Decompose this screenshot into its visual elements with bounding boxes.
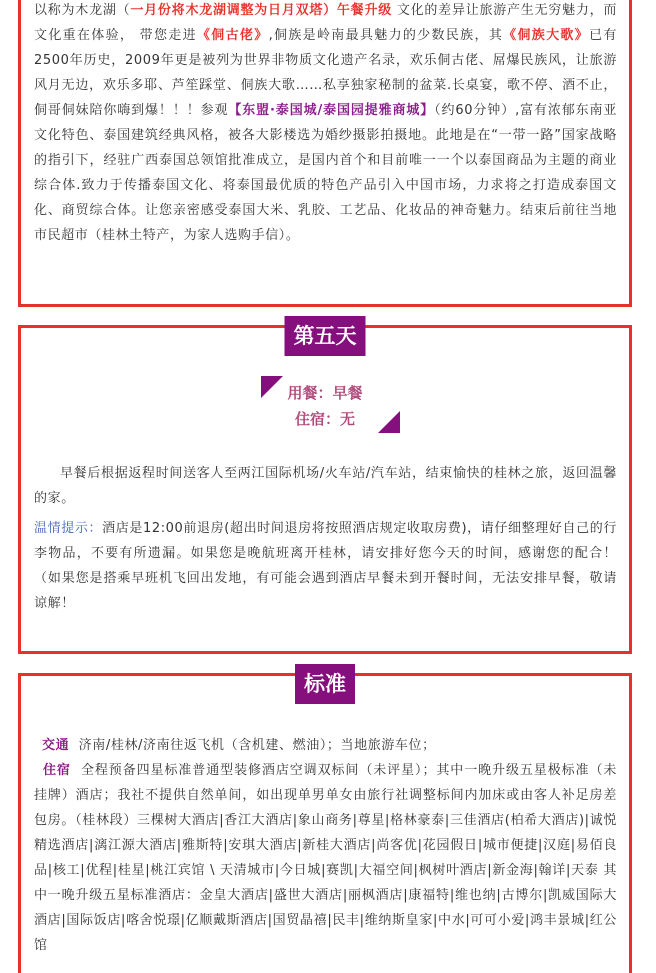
lodging-label: 住宿 bbox=[43, 763, 71, 778]
day5-tip bbox=[21, 516, 629, 616]
transport-row bbox=[21, 733, 448, 758]
text-segment: 以称为木龙湖（ bbox=[34, 3, 131, 18]
day5-body: 早餐后根据返程时间送客人至两江国际机场/火车站/汽车站，结束愉快的桂林之旅，返回温馨的家。 bbox=[34, 466, 617, 506]
highlight-text: 《侗族大歌》 bbox=[503, 28, 590, 43]
meals-text: 用餐：早餐 bbox=[287, 384, 363, 402]
highlight-text: 【东盟·泰国城/泰国园提雅商城】 bbox=[228, 103, 435, 118]
tip-text: 酒店是12:00前退房(超出时间退房将按照酒店规定收取房费)，请仔细整理好自己的行李物品，不要有所遗漏。如果您是晚航班离开桂林，请安排好您今天的时间，感谢您的配合！（如果您是搭乘早班机飞回出发地，有可能会遇到酒店早餐未到开餐时间，无法安排早餐，敬请谅解！ bbox=[34, 521, 617, 611]
standard-section bbox=[18, 673, 632, 973]
transport-label: 交通 bbox=[42, 738, 70, 753]
day4-section bbox=[18, 0, 632, 307]
day5-title: 第五天 bbox=[285, 316, 366, 356]
highlight-text: 一月份将木龙湖调整为日月双塔 bbox=[130, 3, 324, 18]
text-segment: 文化的差异让旅游产生无穷魅力，而文化重在体验， 带您走进 bbox=[34, 3, 617, 43]
text-segment: 已有2500年历史，2009年更是被列为世界非物质文化遗产名录，欢乐侗古佬、屌爆民族风，让旅游风月无边，欢乐多耶、芦笙踩堂、侗族大歌……私享独家秘制的盆菜.长桌宴，歌不停、酒不止，侗哥侗妹陪你嗨到爆！！！参观 bbox=[34, 28, 617, 118]
highlight-text: ） bbox=[323, 3, 337, 18]
lodging-text: 住宿：无 bbox=[294, 410, 355, 428]
lodging-row bbox=[21, 758, 629, 958]
tip-label: 温情提示： bbox=[34, 521, 103, 536]
day5-section bbox=[18, 325, 632, 654]
lodging-text: 全程预备四星标准普通型装修酒店空调双标间（未评星）；其中一晚升级五星极标准（未挂牌）酒店；我社不提供自然单间，如出现单男单女由旅行社调整标间内加床或由客人补足房差包房。（桂林段）三棵树大酒店|香江大酒店|象山商务|尊星|格林豪泰|三佳酒店(柏希大酒店)|诚悦精选酒店|漓江源大酒店|雅斯特|安琪大酒店|新桂大酒店|尚客优|花园假日|城市便捷|汉庭|易佰良品|核工|优程|桂星|桃江宾馆 \ 天清城市|今日城|赛凯|大福空间|枫树叶酒店|新金海|翰详|天泰 其中一晚升级五星标准酒店：金皇大酒店|盛世大酒店|丽枫酒店|康福特|维也纳|古博尔|凯威国际大酒店|国际饭店|喀舍悦璟|亿顺戴斯酒店|国贸晶禧|民丰|维纳斯皇家|中水|可可小爱|鸿丰景城|红公馆 bbox=[34, 763, 617, 953]
highlight-text: 《侗古佬》 bbox=[196, 28, 269, 43]
text-segment: （约60分钟）,富有浓郁东南亚文化特色、泰国建筑经典风格，被各大影楼选为婚纱摄影拍摄地。此地是在“一带一路”国家战略的指引下，经驻广西泰国总领馆批准成立，是国内首个和目前唯一一个以泰国商品为主题的商业综合体.致力于传播泰国文化、将泰国最优质的特色产品引入中国市场，力求将之打造成泰国文化、商贸综合体。让您亲密感受泰国大米、乳胶、工艺品、化妆品的神奇魅力。结束后前往当地市民超市（桂林土特产，为家人选购手信）。 bbox=[34, 103, 617, 243]
transport-text: 济南/桂林/济南往返飞机（含机建、燃油）；当地旅游车位； bbox=[78, 738, 436, 753]
lunch-upgrade-text: 午餐升级 bbox=[336, 3, 392, 18]
standard-title: 标准 bbox=[295, 664, 355, 704]
text-segment: ,侗族是岭南最具魅力的少数民族，其 bbox=[268, 28, 504, 43]
corner-triangle-icon bbox=[378, 411, 400, 433]
meals-info bbox=[21, 380, 629, 432]
day4-paragraph bbox=[21, 0, 629, 248]
